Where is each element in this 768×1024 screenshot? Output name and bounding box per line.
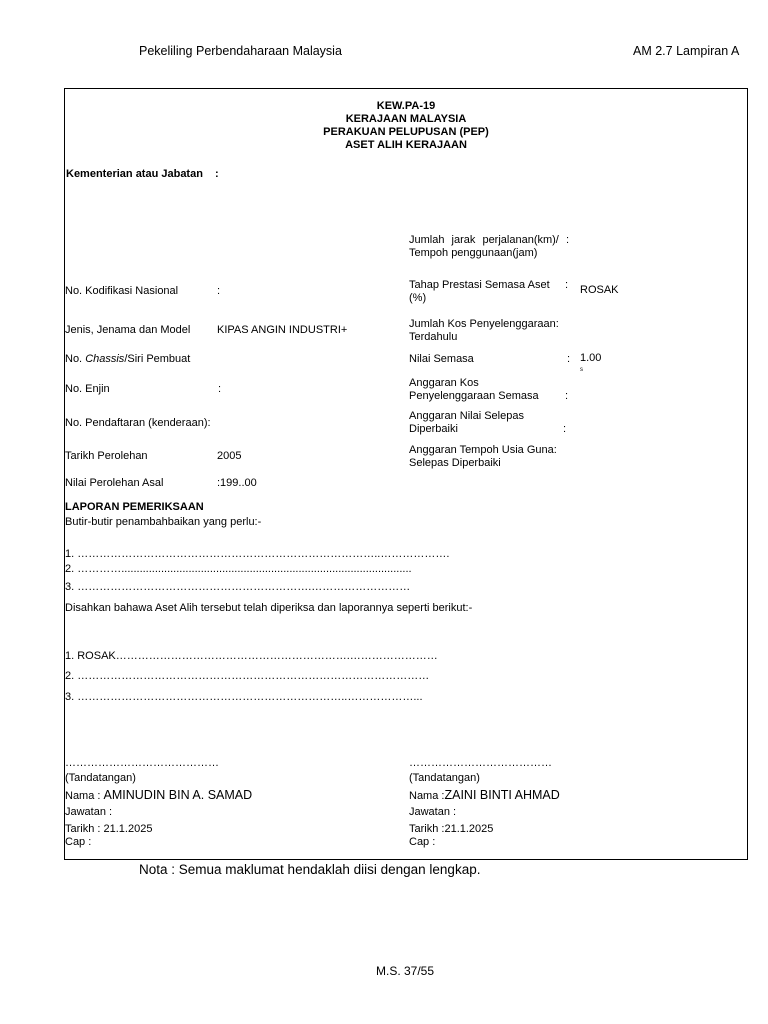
enjin-colon: : <box>218 383 222 395</box>
prestasi-label-2: (%) <box>409 292 427 304</box>
form-title <box>64 100 748 152</box>
tarikh-right: Tarikh :21.1.2025 <box>409 823 494 835</box>
butir-label: Butir-butir penambahbaikan yang perlu:- <box>65 516 262 528</box>
anggaran-tempoh-label-2: Selepas Diperbaiki <box>409 457 501 469</box>
nama-value-left: AMINUDIN BIN A. SAMAD <box>103 788 253 802</box>
tarikh-perolehan-value: 2005 <box>217 450 242 462</box>
tandatangan-left: (Tandatangan) <box>65 772 136 784</box>
nama-left <box>65 789 252 803</box>
prestasi-field <box>409 279 550 305</box>
nama-value-right: ZAINI BINTI AHMAD <box>444 788 560 802</box>
form-subject: ASET ALIH KERAJAAN <box>345 139 467 151</box>
header-circular-title: Pekeliling Perbendaharaan Malaysia <box>139 44 342 58</box>
kos-label-2: Terdahulu <box>409 331 458 343</box>
butir-item-2: 2. …………............................................................................................... <box>65 563 412 575</box>
result-item-2: 2. …………………………………………………………………………………… <box>65 670 430 682</box>
prestasi-colon: : <box>565 279 569 291</box>
nilai-semasa-value: 1.00 <box>580 352 602 364</box>
nilai-perolehan-value: :199..00 <box>217 477 257 489</box>
kementerian-colon: : <box>215 168 219 180</box>
nilai-semasa-label: Nilai Semasa <box>409 353 474 365</box>
kodifikasi-colon: : <box>217 285 221 297</box>
nota-text: Nota : Semua maklumat hendaklah diisi dengan lengkap. <box>139 862 481 877</box>
anggaran-nilai-label-1: Anggaran Nilai Selepas <box>409 410 524 422</box>
signature-line-right: ………………………………… <box>409 757 552 769</box>
nama-right <box>409 789 560 803</box>
anggaran-kos-label-1: Anggaran Kos <box>409 377 479 389</box>
disahkan-text: Disahkan bahawa Aset Alih tersebut telah diperiksa dan laporannya seperti berikut:- <box>65 602 473 614</box>
form-code: KEW.PA-19 <box>376 100 436 112</box>
header-reference: AM 2.7 Lampiran A <box>633 44 740 58</box>
chassis-label-italic: Chassis <box>85 353 125 365</box>
butir-item-3: 3. ……………………………………………………….……………………… <box>65 581 411 593</box>
anggaran-nilai-field <box>409 410 524 436</box>
form-name: PERAKUAN PELUPUSAN (PEP) <box>323 126 489 138</box>
butir-item-1: 1. ………………………………………………………………………..………………. <box>65 548 450 560</box>
nilai-semasa-sup: s <box>580 367 583 373</box>
cap-right: Cap : <box>409 836 436 848</box>
tandatangan-right: (Tandatangan) <box>409 772 480 784</box>
nama-label-left: Nama : <box>65 790 104 802</box>
jawatan-left: Jawatan : <box>65 806 113 818</box>
page-number: M.S. 37/55 <box>376 964 435 978</box>
anggaran-tempoh-label-1: Anggaran Tempoh Usia Guna: <box>409 444 557 456</box>
chassis-label <box>65 353 190 366</box>
chassis-label-post: /Siri Pembuat <box>124 353 191 365</box>
anggaran-nilai-label-2: Diperbaiki <box>409 423 458 435</box>
anggaran-tempoh-field <box>409 444 557 470</box>
jarak-label-2: Tempoh penggunaan(jam) <box>409 247 538 259</box>
anggaran-kos-field <box>409 377 539 403</box>
prestasi-value: ROSAK <box>580 284 619 296</box>
jenis-label: Jenis, Jenama dan Model <box>65 324 191 336</box>
pendaftaran-label: No. Pendaftaran (kenderaan): <box>65 417 211 429</box>
nilai-semasa-colon: : <box>567 353 571 365</box>
nilai-perolehan-label: Nilai Perolehan Asal <box>65 477 164 489</box>
jenis-value: KIPAS ANGIN INDUSTRI+ <box>217 324 348 336</box>
jawatan-right: Jawatan : <box>409 806 457 818</box>
chassis-label-pre: No. <box>65 353 86 365</box>
form-box <box>64 88 748 860</box>
form-government: KERAJAAN MALAYSIA <box>345 113 467 125</box>
signature-line-left: …………………………………… <box>65 757 219 769</box>
kos-label-1: Jumlah Kos Penyelenggaraan: <box>409 318 559 330</box>
result-item-1: 1. ROSAK……………………………………………………….…………………… <box>65 650 438 662</box>
kos-field <box>409 318 559 344</box>
enjin-label: No. Enjin <box>65 383 110 395</box>
jarak-label-1: Jumlah jarak perjalanan(km)/ : <box>409 234 569 246</box>
anggaran-nilai-colon: : <box>563 423 567 435</box>
kodifikasi-label: No. Kodifikasi Nasional <box>65 285 179 297</box>
nama-label-right: Nama : <box>409 790 445 802</box>
laporan-heading: LAPORAN PEMERIKSAAN <box>65 501 204 513</box>
cap-left: Cap : <box>65 836 92 848</box>
prestasi-label-1: Tahap Prestasi Semasa Aset <box>409 279 550 291</box>
result-item-3: 3. ………………………………………………………………..………………... <box>65 691 423 703</box>
tarikh-left: Tarikh : 21.1.2025 <box>65 823 153 835</box>
tarikh-perolehan-label: Tarikh Perolehan <box>65 450 148 462</box>
anggaran-kos-label-2: Penyelenggaraan Semasa <box>409 390 539 402</box>
anggaran-kos-colon: : <box>565 390 569 402</box>
jarak-field <box>409 234 569 260</box>
kementerian-label: Kementerian atau Jabatan <box>66 168 203 180</box>
